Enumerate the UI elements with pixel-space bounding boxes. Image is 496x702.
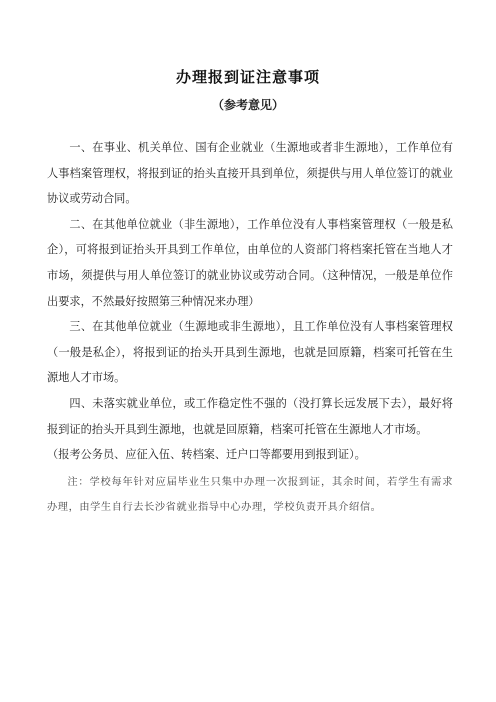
paragraph-4: 四、未落实就业单位，或工作稳定性不强的（没打算长远发展下去），最好将报到证的抬头开具到生源地，也就是回原籍，档案可托管在生源地人才市场。 (47, 396, 453, 436)
document-title: 办理报到证注意事项 (175, 68, 320, 86)
paragraph-1: 一、在事业、机关单位、国有企业就业（生源地或者非生源地），工作单位有人事档案管理权，将报到证的抬头直接开具到单位，须提供与用人单位签订的就业协议或劳动合同。 (47, 141, 453, 206)
document-subtitle: （参考意见） (211, 98, 284, 112)
paragraph-extra: （报考公务员、应征入伍、转档案、迁户口等都要用到报到证）。 (47, 448, 366, 462)
footnote: 注：学校每年针对应届毕业生只集中办理一次报到证，其余时间，若学生有需求办理，由学生自行去长沙省就业指导中心办理，学校负责开具介绍信。 (47, 476, 453, 513)
paragraph-3: 三、在其他单位就业（生源地或非生源地），且工作单位没有人事档案管理权（一般是私企），将报到证的抬头开具到生源地，也就是回原籍，档案可托管在生源地人才市场。 (47, 320, 453, 385)
document-body (47, 135, 453, 520)
paragraph-2: 二、在其他单位就业（非生源地），工作单位没有人事档案管理权（一般是私企），可将报到证抬头开具到工作单位，由单位的人资部门将档案托管在当地人才市场，须提供与用人单位签订的就业协议或劳动合同。（这种情况，一般是单位作出要求，不然最好按照第三种情况来办理） (47, 217, 453, 308)
